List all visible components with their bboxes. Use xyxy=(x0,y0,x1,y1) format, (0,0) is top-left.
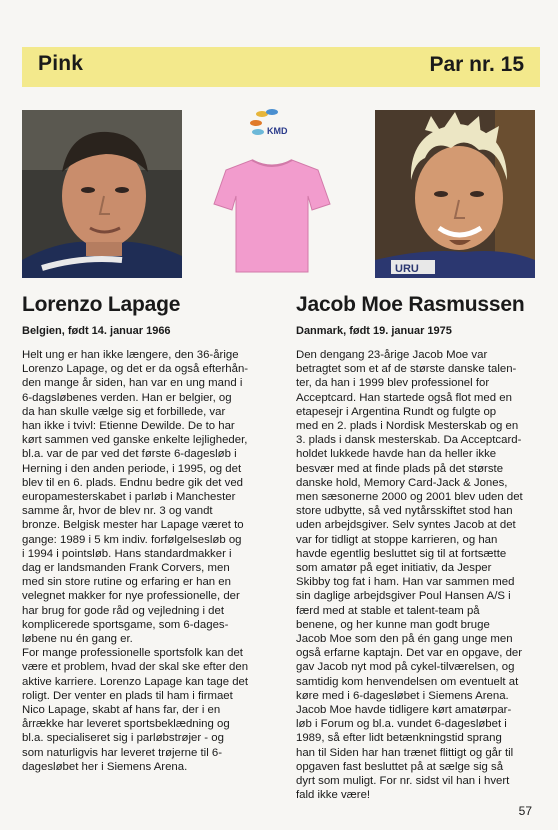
rider-photo-moe-rasmussen xyxy=(375,110,535,278)
rider-meta-lapage: Belgien, født 14. januar 1966 xyxy=(22,325,171,337)
kmd-logo xyxy=(250,109,288,136)
svg-text:URU: URU xyxy=(395,263,419,275)
rider-bio-moe-rasmussen: Den dengang 23-årige Jacob Moe var betragtet som et af de største danske talen- ter, da han i 1999 blev professionel for Acceptcard. Han startede også flot med en etapesejr i Argentina Rundt og fulgte op med en 2. plads i Nordisk Mesterskab og en 3. plads i dansk mesterskab. Da Acceptcard- holdet lukkede havde han da heller ikke besvær med at finde plads på det største danske hold, Memory Card-Jack & Jones, men sæsonerne 2000 og 2001 blev uden det store udbytte, så ved nytårsskiftet stod han uden arbejdsgiver. Selv syntes Jacob at det var for tidligt at stoppe karrieren, og han havde egentlig besluttet sig til at fortsætte som amatør på eget initiativ, da Jesper Skibby tog fat i ham. Han var sammen med sin daglige arbejdsgiver Poul Hansen A/S i færd med at stable et talent-team på benene, og her kunne man godt bruge Jacob Moe som den på én gang unge men også erfarne kaptajn. Det var en opgave, der gav Jacob nyt mod på cykel-tilværelsen, og samtidig kom henvendelsen om eventuelt at køre med i 6-dagesløbet i Siemens Arena. Jacob Moe havde tidligere kørt amatørpar- løb i Forum og bl.a. vundet 6-dagesløbet i 1989, så efter lidt betænkningstid sprang han til Siden har han trænet flittigt og går til opgaven fast besluttet på at sælge sig så dyrt som muligt. For nr. sidst vil han i hvert fald ikke være! xyxy=(296,349,523,802)
rider-photo-lapage xyxy=(22,110,182,278)
rider-bio-lapage: Helt ung er han ikke længere, den 36-årige Lorenzo Lapage, og det er da også efterhån- den mange år siden, han var en ung mand i 6-dagsløbenes verden. Han er belgier, og da han skulle vælge sig et forbillede, var han ikke i tvivl: Etienne Dewilde. De to har kørt sammen ved ganske enkelte lejligheder, bl.a. var de par ved det første 6-dagesløb i Herning i den anden periode, i 1995, og det blev til en 6. plads. Endnu bedre gik det ved europamesterskabet i parløb i Manchester samme år, hvor de blev nr. 3 og vandt bronze. Belgisk mester har Lapage været to gange: 1989 i 5 km indiv. forfølgelsesløb og i 1994 i pointsløb. Hans standardmakker i dag er landsmanden Frank Corvers, men med sin store rutine og erfaring er han en velegnet makker for nye professionelle, der har brug for gode råd og vejledning i det komplicerede sportsgame, som 6-dages- løbene nu én gang er. For mange professionelle sportsfolk kan det være et problem, hvad der skal ske efter den aktive karriere. Lorenzo Lapage kan tage det roligt. Der venter en plads til ham i firmaet Nico Lapage, skabt af hans far, der i en årrække har leveret sportsbeklædning og bl.a. specialiseret sig i parløbstrøjer - og som naturligvis har leveret trøjerne til 6- dagesløbet her i Siemens Arena. xyxy=(22,349,249,773)
rider-name-lapage: Lorenzo Lapage xyxy=(22,293,181,316)
rider-meta-moe-rasmussen: Danmark, født 19. januar 1975 xyxy=(296,325,452,337)
pair-number: Par nr. 15 xyxy=(429,53,524,76)
svg-text:KMD: KMD xyxy=(267,126,288,136)
team-jersey xyxy=(212,108,332,278)
team-name: Pink xyxy=(38,52,84,75)
rider-name-moe-rasmussen: Jacob Moe Rasmussen xyxy=(296,293,525,316)
page-number: 57 xyxy=(518,804,532,818)
